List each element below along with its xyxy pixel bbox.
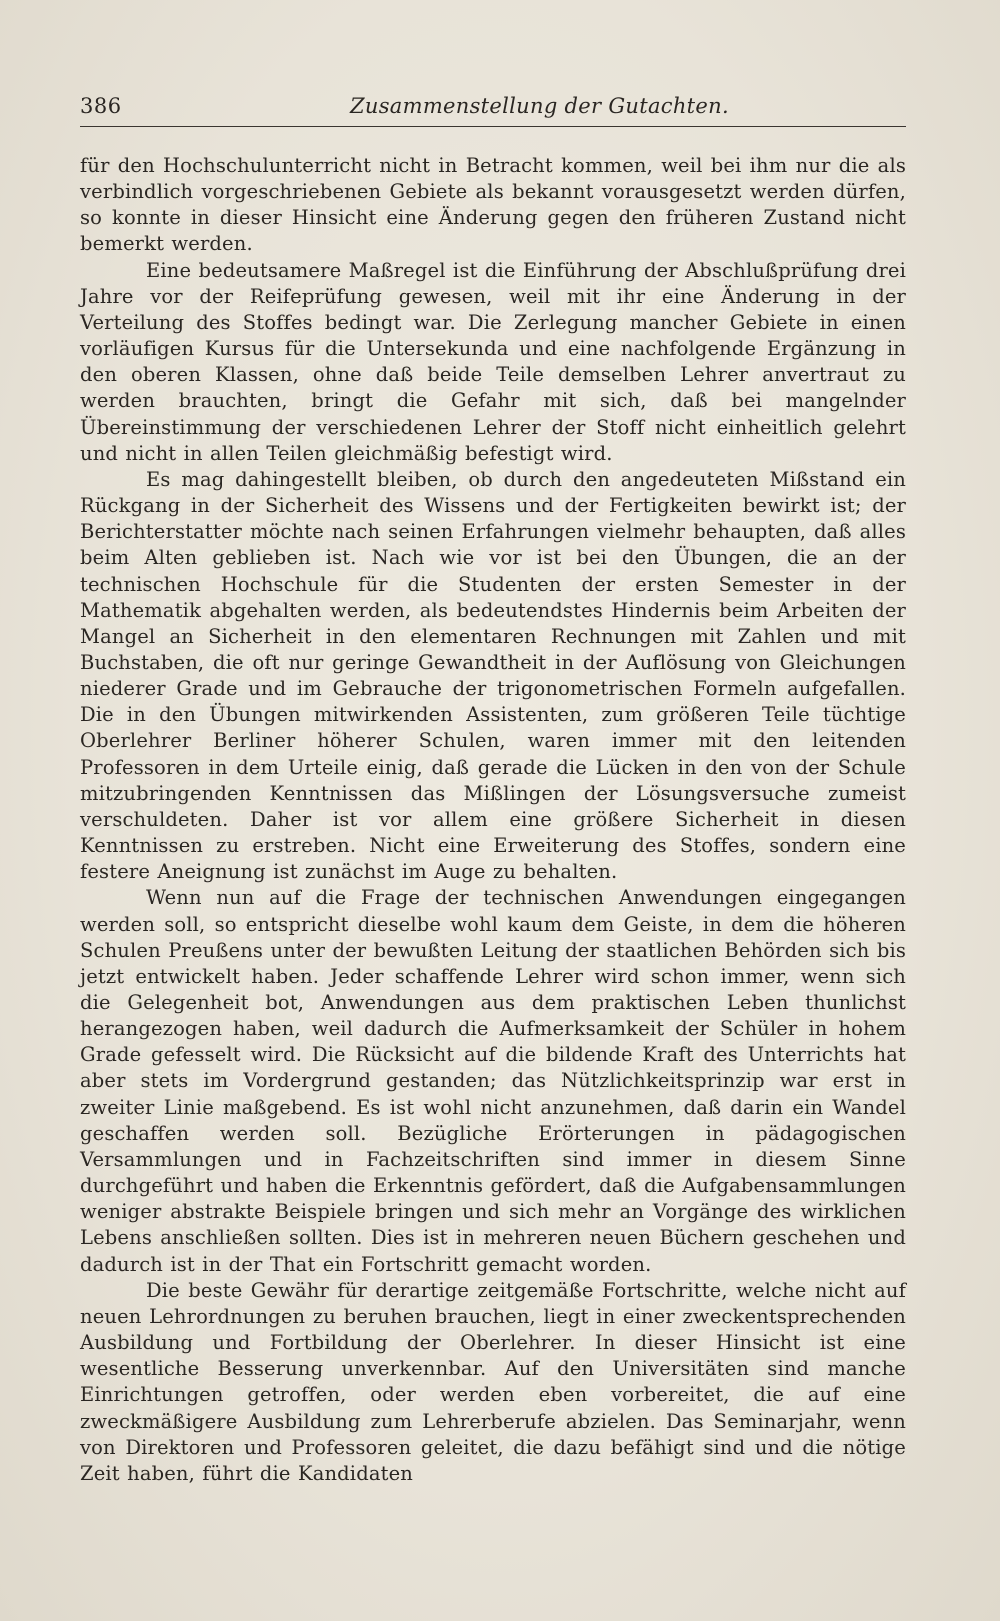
paragraph-continued: für den Hochschulunterricht nicht in Betracht kommen, weil bei ihm nur die als verbindlich vorgeschriebenen Gebiete als bekannt vorausgesetzt werden dürfen, so konnte in dieser Hinsicht eine Änderung gegen den früheren Zustand nicht bemerkt werden. [80,154,906,256]
running-head [80,92,906,127]
running-title: Zusammenstellung der Gutachten. [350,94,729,118]
paragraph: Eine bedeutsamere Maßregel ist die Einführung der Abschlußprüfung drei Jahre vor der Reifeprüfung gewesen, weil mit ihr eine Änderung in der Verteilung des Stoffes bedingt war. Die Zerlegung mancher Gebiete in einen vorläufigen Kursus für die Untersekunda und eine nachfolgende Ergänzung in den oberen Klassen, ohne daß beide Teile demselben Lehrer anvertraut zu werden brauchten, bringt die Gefahr mit sich, daß bei mangelnder Übereinstimmung der verschiedenen Lehrer der Stoff nicht einheitlich gelehrt und nicht in allen Teilen gleichmäßig befestigt wird. [80,258,906,465]
paragraph: Wenn nun auf die Frage der technischen Anwendungen eingegangen werden soll, so entspricht dieselbe wohl kaum dem Geiste, in dem die höheren Schulen Preußens unter der bewußten Leitung der staatlichen Behörden sich bis jetzt entwickelt haben. Jeder schaffende Lehrer wird schon immer, wenn sich die Gelegenheit bot, Anwendungen aus dem praktischen Leben thunlichst herangezogen haben, weil dadurch die Aufmerksamkeit der Schüler in hohem Grade gefesselt wird. Die Rücksicht auf die bildende Kraft des Unterrichts hat aber stets im Vordergrund gestanden; das Nützlichkeitsprinzip war erst in zweiter Linie maßgebend. Es ist wohl nicht anzunehmen, daß darin ein Wandel geschaffen werden soll. Bezügliche Erörterungen in pädagogischen Versammlungen und in Fachzeitschriften sind immer in diesem Sinne durchgeführt und haben die Erkenntnis gefördert, daß die Aufgabensammlungen weniger abstrakte Beispiele bringen und sich mehr an Vorgänge des wirklichen Lebens anschließen sollten. Dies ist in mehreren neuen Büchern geschehen und dadurch ist in der That ein Fortschritt gemacht worden. [80,886,906,1276]
page-number: 386 [80,94,122,118]
body-text [80,153,906,1487]
paragraph: Es mag dahingestellt bleiben, ob durch den angedeuteten Mißstand ein Rückgang in der Sicherheit des Wissens und der Fertigkeiten bewirkt ist; der Berichterstatter möchte nach seinen Erfahrungen vielmehr behaupten, daß alles beim Alten geblieben ist. Nach wie vor ist bei den Übungen, die an der technischen Hochschule für die Studenten der ersten Semester in der Mathematik abgehalten werden, als bedeutendstes Hindernis beim Arbeiten der Mangel an Sicherheit in den elementaren Rechnungen mit Zahlen und mit Buchstaben, die oft nur geringe Gewandtheit in der Auflösung von Gleichungen niederer Grade und im Gebrauche der trigonometrischen Formeln aufgefallen. Die in den Übungen mitwirkenden Assistenten, zum größeren Teile tüchtige Oberlehrer Berliner höherer Schulen, waren immer mit den leitenden Professoren in dem Urteile einig, daß gerade die Lücken in den von der Schule mitzubringenden Kenntnissen das Mißlingen der Lösungsversuche zumeist verschuldeten. Daher ist vor allem eine größere Sicherheit in diesen Kenntnissen zu erstreben. Nicht eine Erweiterung des Stoffes, sondern eine festere Aneignung ist zunächst im Auge zu behalten. [80,467,906,884]
paragraph: Die beste Gewähr für derartige zeitgemäße Fortschritte, welche nicht auf neuen Lehrordnungen zu beruhen brauchen, liegt in einer zweckentsprechenden Ausbildung und Fortbildung der Oberlehrer. In dieser Hinsicht ist eine wesentliche Besserung unverkennbar. Auf den Universitäten sind manche Einrichtungen getroffen, oder werden eben vorbereitet, die auf eine zweckmäßigere Ausbildung zum Lehrerberufe abzielen. Das Seminarjahr, wenn von Direktoren und Professoren geleitet, die dazu befähigt sind und die nötige Zeit haben, führt die Kandidaten [80,1278,906,1485]
